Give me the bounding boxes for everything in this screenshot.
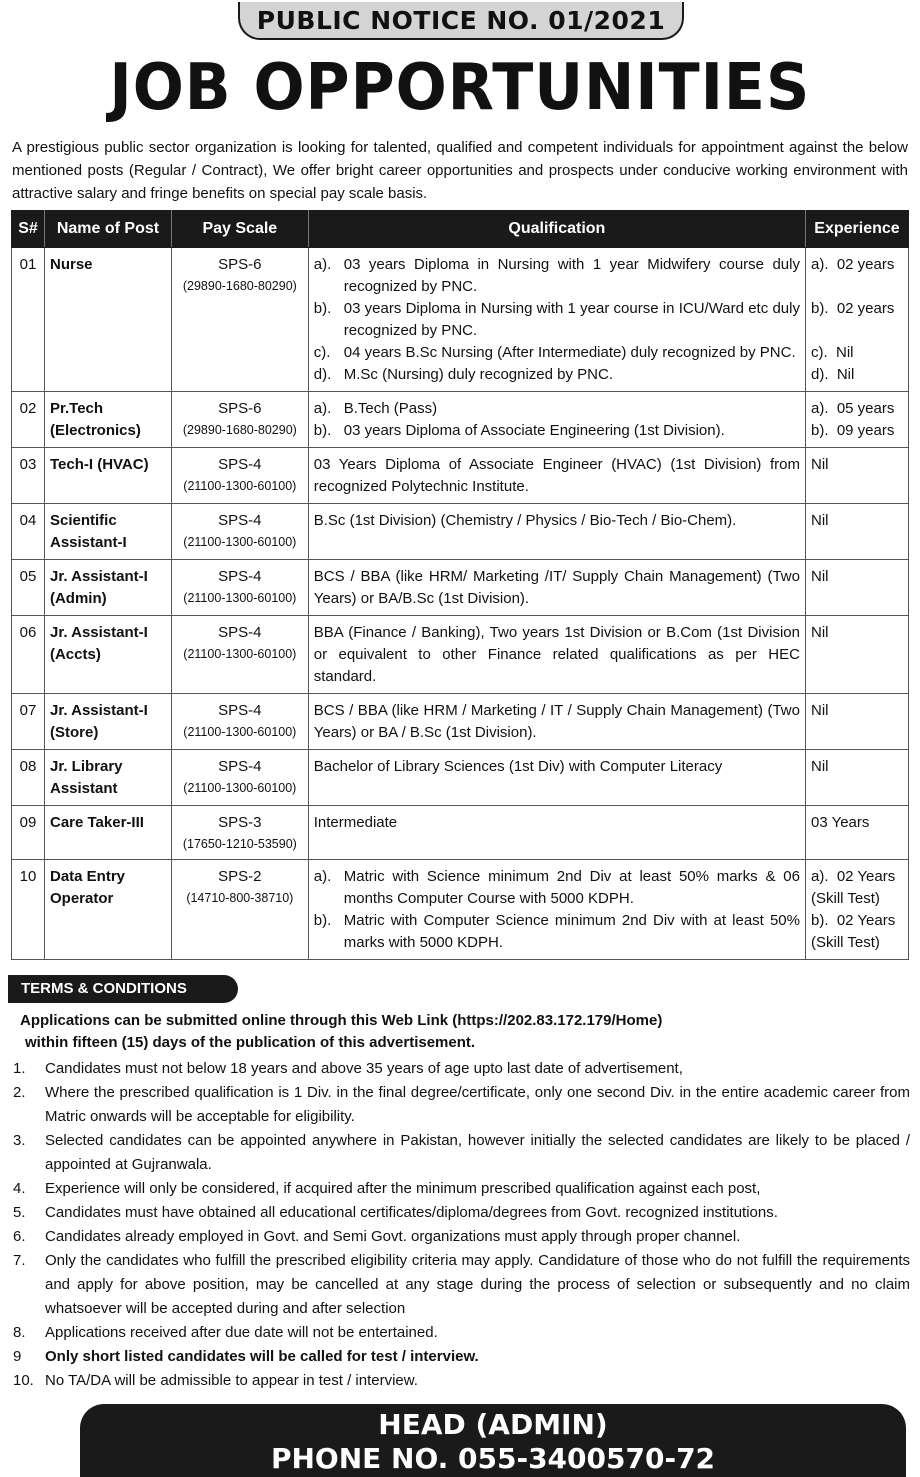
term-text: Selected candidates can be appointed anywhere in Pakistan, however initially the selected candidates are likely to be placed / appointed at Gujranwala.: [45, 1132, 910, 1173]
experience: [805, 504, 908, 560]
term-item: [8, 1369, 910, 1393]
table-row: [12, 860, 909, 960]
term-text: No TA/DA will be admissible to appear in test / interview.: [45, 1372, 418, 1389]
qualification: Intermediate: [308, 806, 805, 860]
term-item: [8, 1201, 910, 1225]
experience-line: [811, 320, 903, 342]
experience-line: b). 02 Years: [810, 912, 896, 929]
term-text: Candidates must not below 18 years and above 35 years of age upto last date of advertisement,: [45, 1060, 683, 1077]
post-name: Care Taker-III: [44, 806, 171, 860]
term-number: 8.: [13, 1324, 26, 1341]
pay-scale-range: (21100-1300-60100): [183, 535, 297, 549]
pay-scale-range: (21100-1300-60100): [183, 591, 297, 605]
term-text: Candidates already employed in Govt. and Semi Govt. organizations must apply through proper channel.: [45, 1228, 741, 1245]
column-header: Pay Scale: [171, 211, 308, 248]
qualification-label: b).: [313, 912, 332, 929]
post-name: Jr. Library Assistant: [44, 750, 171, 806]
footer-head: HEAD (ADMIN): [378, 1408, 608, 1441]
job-table: [11, 210, 909, 960]
experience: [805, 806, 908, 860]
experience-line: b). 09 years: [810, 422, 895, 439]
pay-scale: [171, 860, 308, 960]
footer-phone: PHONE NO. 055-3400570-72: [270, 1442, 716, 1475]
term-number: 5.: [13, 1204, 26, 1221]
pay-scale-grade: SPS-3: [218, 814, 262, 831]
experience-line: a). 05 years: [810, 400, 895, 417]
term-number: 6.: [13, 1228, 26, 1245]
experience: [805, 448, 908, 504]
qualification-text: M.Sc (Nursing) duly recognized by PNC.: [343, 366, 614, 383]
pay-scale-range: (17650-1210-53590): [182, 837, 297, 851]
term-text: Candidates must have obtained all educational certificates/diploma/degrees from Govt. recognized institutions.: [45, 1204, 778, 1221]
experience: [805, 248, 908, 392]
experience-line: c). Nil: [810, 344, 854, 361]
qualification: 03 Years Diploma of Associate Engineer (HVAC) (1st Division) from recognized Polytechnic Institute.: [308, 448, 805, 504]
qualification-text: B.Tech (Pass): [343, 400, 438, 417]
experience-line: 03 Years: [810, 814, 870, 831]
experience: [805, 860, 908, 960]
pay-scale-range: (21100-1300-60100): [183, 781, 297, 795]
term-item: [8, 1129, 910, 1177]
post-name: Scientific Assistant-I: [44, 504, 171, 560]
pay-scale: [171, 750, 308, 806]
serial-number: 07: [12, 694, 45, 750]
experience-line: d). Nil: [810, 366, 855, 383]
post-name: Nurse: [44, 248, 171, 392]
serial-number: 01: [12, 248, 45, 392]
experience-line: Nil: [810, 702, 829, 719]
term-text: Where the prescribed qualification is 1 Div. in the final degree/certificate, only one second Div. in the entire academic career from Matric onwards will be acceptable for eligibility.: [45, 1084, 910, 1125]
column-header: Qualification: [308, 211, 805, 248]
qualification: BBA (Finance / Banking), Two years 1st Division or B.Com (1st Division or equivalent to other Finance related qualifications as per HEC standard.: [308, 616, 805, 694]
experience-line: Nil: [810, 512, 829, 529]
experience: [805, 750, 908, 806]
qualification-label: a).: [313, 868, 332, 885]
term-number: 10.: [13, 1372, 34, 1389]
pay-scale-grade: SPS-4: [218, 624, 262, 641]
post-name: Jr. Assistant-I (Store): [44, 694, 171, 750]
qualification-label: b).: [313, 300, 332, 317]
term-number: 1.: [13, 1060, 26, 1077]
experience-line: Nil: [810, 568, 829, 585]
pay-scale: [171, 504, 308, 560]
qualification-text: 03 years Diploma of Associate Engineering (1st Division).: [343, 422, 725, 439]
experience-line: Nil: [810, 624, 829, 641]
pay-scale-grade: SPS-4: [218, 758, 262, 775]
experience-line: Nil: [810, 456, 829, 473]
table-row: [12, 560, 909, 616]
pay-scale-grade: SPS-4: [218, 512, 262, 529]
pay-scale-grade: SPS-4: [218, 456, 262, 473]
qualification-label: b).: [313, 422, 332, 439]
term-item: [8, 1057, 910, 1081]
term-text: Only short listed candidates will be called for test / interview.: [45, 1348, 479, 1365]
experience-line: Nil: [810, 758, 829, 775]
qualification-item: [314, 398, 800, 420]
pay-scale-range: (21100-1300-60100): [183, 725, 297, 739]
term-text: Only the candidates who fulfill the prescribed eligibility criteria may apply. Candidature of those who do not fulfill the requirements and apply for above position, may be cancelled at any stage during the process of selection or subsequently and no claim whatsoever will be accepted during and after selection: [45, 1252, 910, 1317]
experience-line: (Skill Test): [810, 934, 880, 951]
table-row: [12, 694, 909, 750]
table-row: [12, 392, 909, 448]
pay-scale-grade: SPS-6: [218, 400, 262, 417]
serial-number: 03: [12, 448, 45, 504]
pay-scale-grade: SPS-4: [218, 702, 262, 719]
qualification-item: [314, 364, 800, 386]
table-row: [12, 504, 909, 560]
pay-scale-range: (29890-1680-80290): [182, 279, 297, 293]
apply-line-1: Applications can be submitted online through this Web Link (https://202.83.172.179/Home): [20, 1012, 663, 1029]
term-number: 7.: [13, 1252, 26, 1269]
qualification: [308, 248, 805, 392]
qualification-item: [314, 298, 800, 342]
qualification: BCS / BBA (like HRM / Marketing / IT / Supply Chain Management) (Two Years) or BA / B.Sc (1st Division).: [308, 694, 805, 750]
page-title-text: JOB OPPORTUNITIES: [109, 51, 811, 125]
qualification: BCS / BBA (like HRM/ Marketing /IT/ Supply Chain Management) (Two Years) or BA/B.Sc (1st Division).: [308, 560, 805, 616]
qualification-label: a).: [313, 400, 332, 417]
qualification: [308, 392, 805, 448]
pay-scale-range: (21100-1300-60100): [183, 647, 297, 661]
job-table-header: [12, 211, 909, 248]
pay-scale-grade: SPS-2: [218, 868, 262, 885]
post-name: Tech-I (HVAC): [44, 448, 171, 504]
term-item: [8, 1177, 910, 1201]
apply-line-2: within fifteen (15) days of the publication of this advertisement.: [25, 1034, 476, 1051]
serial-number: 09: [12, 806, 45, 860]
qualification: B.Sc (1st Division) (Chemistry / Physics / Bio-Tech / Bio-Chem).: [308, 504, 805, 560]
term-number: 3.: [13, 1132, 26, 1149]
table-row: [12, 616, 909, 694]
column-header: Name of Post: [44, 211, 171, 248]
qualification-item: [314, 866, 800, 910]
serial-number: 08: [12, 750, 45, 806]
qualification: Bachelor of Library Sciences (1st Div) with Computer Literacy: [308, 750, 805, 806]
experience: [805, 616, 908, 694]
qualification-text: Matric with Science minimum 2nd Div at least 50% marks & 06 months Computer Course with 5000 KDPH.: [343, 868, 800, 907]
term-item: [8, 1225, 910, 1249]
pay-scale-grade: SPS-6: [218, 256, 262, 273]
experience-line: b). 02 years: [810, 300, 895, 317]
serial-number: 04: [12, 504, 45, 560]
terms-list: [8, 1057, 910, 1393]
qualification-label: a).: [313, 256, 332, 273]
term-number: 2.: [13, 1084, 26, 1101]
footer-contact: [80, 1404, 906, 1477]
experience: [805, 694, 908, 750]
intro-paragraph: A prestigious public sector organization is looking for talented, qualified and competent individuals for appointment against the below mentioned posts (Regular / Contract), We offer bright career opportunities and prospects under conducive working environment with attractive salary and fringe benefits on special pay scale basis.: [12, 139, 908, 202]
pay-scale: [171, 560, 308, 616]
table-row: [12, 750, 909, 806]
pay-scale-range: (21100-1300-60100): [183, 479, 297, 493]
table-row: [12, 806, 909, 860]
qualification-item: [314, 254, 800, 298]
column-header: S#: [12, 211, 45, 248]
term-text: Experience will only be considered, if acquired after the minimum prescribed qualification against each post,: [45, 1180, 761, 1197]
page-title: [0, 50, 920, 126]
public-notice-banner: PUBLIC NOTICE NO. 01/2021: [238, 2, 684, 40]
qualification-text: 04 years B.Sc Nursing (After Intermediate) duly recognized by PNC.: [343, 344, 796, 361]
term-item: [8, 1321, 910, 1345]
experience: [805, 392, 908, 448]
post-name: Jr. Assistant-I (Admin): [44, 560, 171, 616]
term-item: [8, 1345, 910, 1369]
qualification: [308, 860, 805, 960]
qualification-label: d).: [313, 366, 332, 383]
experience: [805, 560, 908, 616]
term-text: Applications received after due date will not be entertained.: [45, 1324, 438, 1341]
pay-scale: [171, 448, 308, 504]
term-number: 4.: [13, 1180, 26, 1197]
terms-title: TERMS & CONDITIONS: [8, 975, 238, 1003]
qualification-item: [314, 910, 800, 954]
pay-scale-grade: SPS-4: [218, 568, 262, 585]
serial-number: 10: [12, 860, 45, 960]
pay-scale: [171, 694, 308, 750]
table-row: [12, 448, 909, 504]
pay-scale: [171, 392, 308, 448]
term-number: 9: [13, 1348, 22, 1365]
pay-scale: [171, 616, 308, 694]
pay-scale-range: (14710-800-38710): [186, 891, 294, 905]
qualification-text: 03 years Diploma in Nursing with 1 year Midwifery course duly recognized by PNC.: [343, 256, 800, 295]
post-name: Data Entry Operator: [44, 860, 171, 960]
serial-number: 06: [12, 616, 45, 694]
term-item: [8, 1249, 910, 1321]
pay-scale-range: (29890-1680-80290): [182, 423, 297, 437]
pay-scale: [171, 806, 308, 860]
column-header: Experience: [805, 211, 908, 248]
term-item: [8, 1081, 910, 1129]
pay-scale: [171, 248, 308, 392]
post-name: Pr.Tech (Electronics): [44, 392, 171, 448]
experience-line: [811, 276, 903, 298]
serial-number: 05: [12, 560, 45, 616]
qualification-label: c).: [313, 344, 331, 361]
qualification-text: 03 years Diploma in Nursing with 1 year course in ICU/Ward etc duly recognized by PNC.: [343, 300, 800, 339]
serial-number: 02: [12, 392, 45, 448]
qualification-item: [314, 420, 800, 442]
qualification-text: Matric with Computer Science minimum 2nd Div with at least 50% marks with 5000 KDPH.: [343, 912, 800, 951]
experience-line: (Skill Test): [810, 890, 880, 907]
job-table-body: [12, 248, 909, 960]
experience-line: a). 02 years: [810, 256, 895, 273]
experience-line: a). 02 Years: [810, 868, 896, 885]
apply-instructions: [20, 1010, 740, 1054]
table-row: [12, 248, 909, 392]
post-name: Jr. Assistant-I (Accts): [44, 616, 171, 694]
qualification-item: [314, 342, 800, 364]
